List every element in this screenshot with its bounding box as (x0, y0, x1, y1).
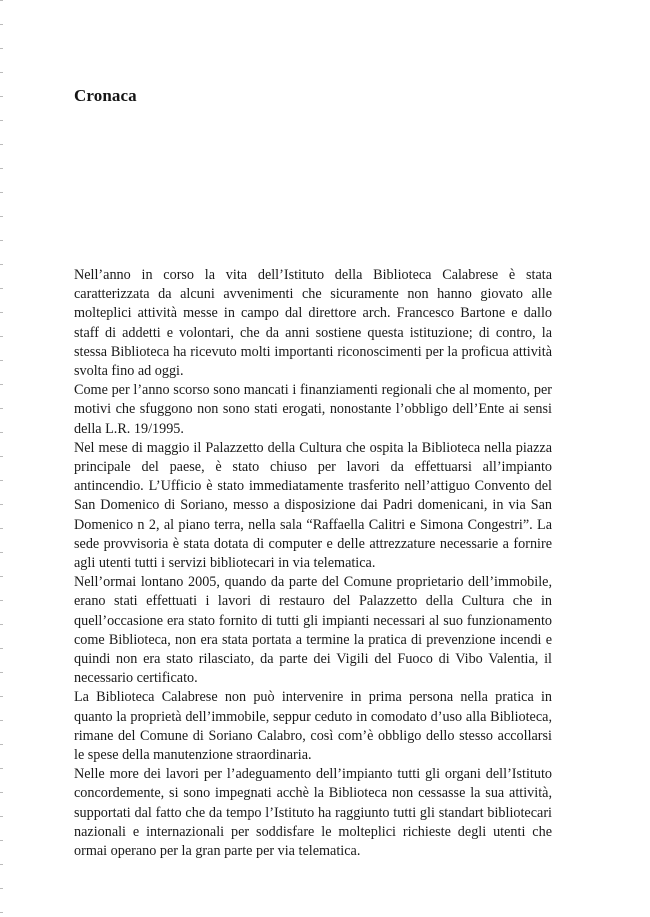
page-edge (0, 0, 3, 917)
paragraph-2: Come per l’anno scorso sono mancati i finanziamenti regionali che al momento, per motivi che sfuggono non sono stati erogati, nonostante l’obbligo dell’Ente ai sensi della L.R. 19/1995. (74, 382, 552, 437)
paragraph-5: La Biblioteca Calabrese non può intervenire in prima persona nella pratica in quanto la proprietà dell’immobile, seppur ceduto in comodato d’uso alla Biblioteca, rimane del Comune di Soriano Calabro, così com’è obbligo dello stesso accollarsi le spese della manutenzione straordinaria. (74, 689, 552, 764)
article-body (74, 266, 552, 861)
page-title: Cronaca (74, 86, 137, 105)
paragraph-6: Nelle more dei lavori per l’adeguamento dell’impianto tutti gli organi dell’Istituto concordemente, si sono impegnati acchè la Biblioteca non cessasse la sua attività, supportati dal fatto che da tempo l’Istituto ha raggiunto tutti gli standart bibliotecari nazionali e internazionali per soddisfare le molteplici richieste degli utenti che ormai operano per la gran parte per via telematica. (74, 766, 552, 860)
paragraph-1: Nell’anno in corso la vita dell’Istituto della Biblioteca Calabrese è stata caratterizzata da alcuni avvenimenti che sicuramente non hanno giovato alle molteplici attività messe in campo dal direttore arch. Francesco Bartone e dallo staff di addetti e volontari, che da anni sostiene questa istituzione; di contro, la stessa Biblioteca ha ricevuto molti importanti riconoscimenti per la proficua attività svolta fino ad oggi. (74, 267, 552, 380)
paragraph-4: Nell’ormai lontano 2005, quando da parte del Comune proprietario dell’immobile, erano stati effettuati i lavori di restauro del Palazzetto della Cultura che in quell’occasione era stato fornito di tutti gli impianti necessari al suo funzionamento come Biblioteca, non era stata portata a termine la pratica di prevenzione incendi e quindi non era stato rilasciato, da parte dei Vigili del Fuoco di Vibo Valentia, il necessario certificato. (74, 574, 552, 687)
paragraph-3: Nel mese di maggio il Palazzetto della Cultura che ospita la Biblioteca nella piazza principale del paese, è stato chiuso per lavori da effettuarsi all’impianto antincendio. L’Ufficio è stato immediatamente trasferito nell’attiguo Convento del San Domenico di Soriano, messo a disposizione dai Padri domenicani, in via San Domenico n 2, al piano terra, nella sala “Raffaella Calitri e Simona Congestri”. La sede provvisoria è stata dotata di computer e delle attrezzature necessarie a fornire agli utenti tutti i servizi bibliotecari in via telematica. (74, 439, 552, 572)
